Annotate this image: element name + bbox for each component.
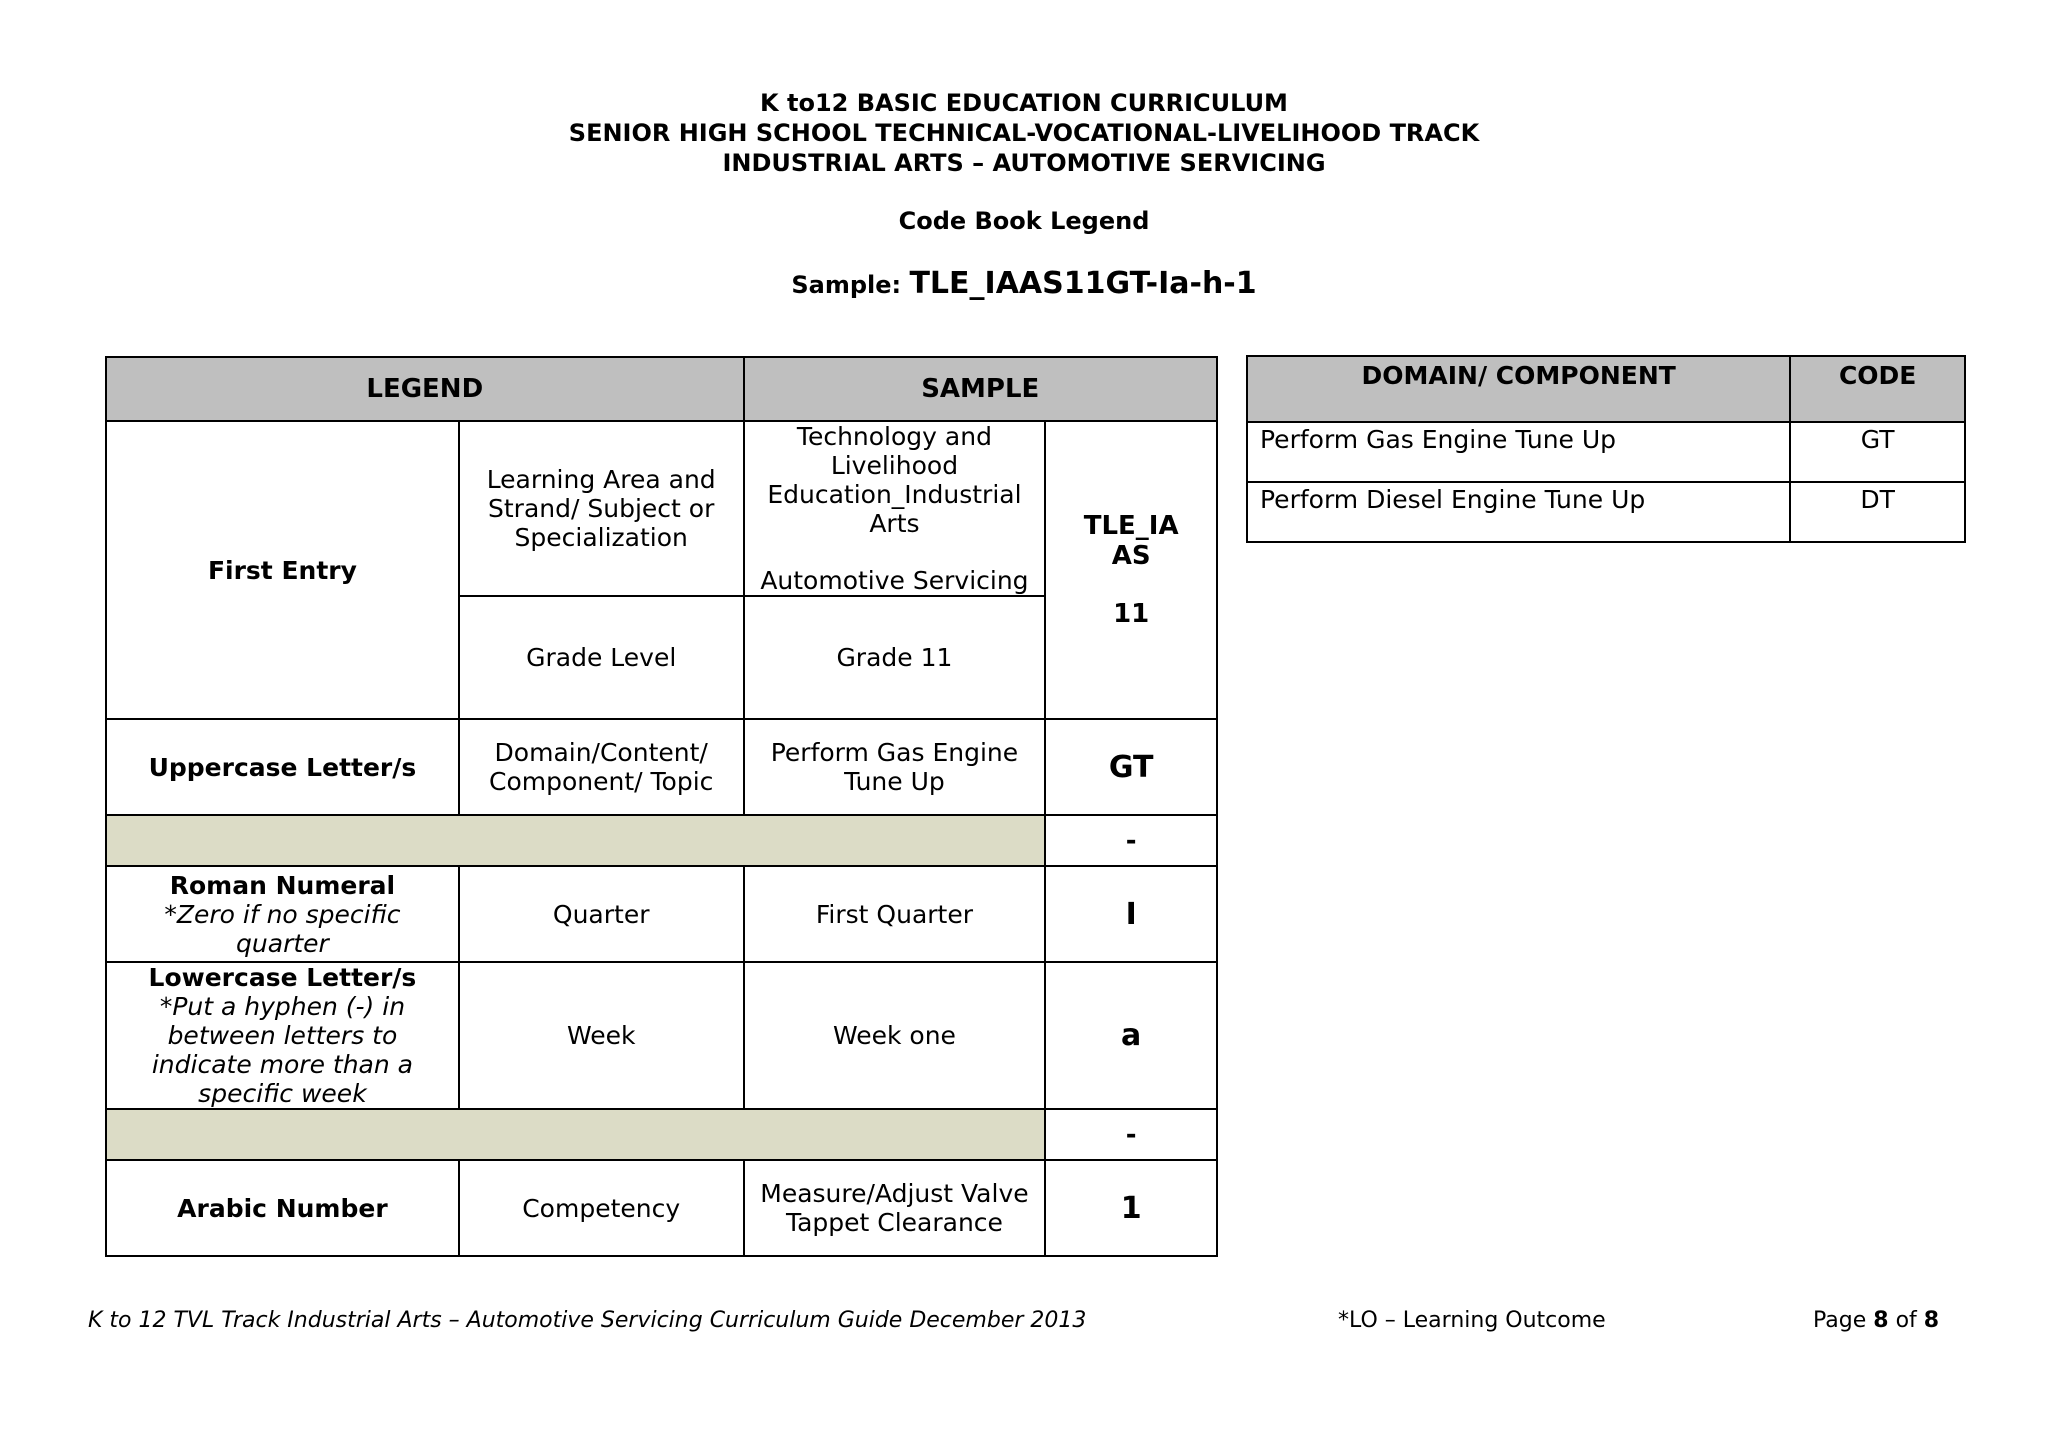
- lowercase-cell: [106, 962, 459, 1109]
- quarter-label: Quarter: [459, 866, 744, 962]
- domain-cell: Perform Diesel Engine Tune Up: [1247, 482, 1790, 542]
- competency-label: Competency: [459, 1160, 744, 1256]
- page-total: 8: [1923, 1308, 1940, 1333]
- grade-level-label: Grade Level: [459, 596, 744, 719]
- lowercase-label: Lowercase Letter/s: [148, 963, 417, 992]
- sample-area: [744, 421, 1046, 596]
- page-of: of: [1888, 1308, 1924, 1333]
- separator-row-2: [106, 1109, 1045, 1160]
- domain-topic-label: Domain/Content/ Component/ Topic: [459, 719, 744, 815]
- legend-header: LEGEND: [106, 357, 744, 421]
- page-num: 8: [1873, 1308, 1889, 1333]
- dash-1: -: [1045, 815, 1217, 866]
- code-i: I: [1045, 866, 1217, 962]
- arabic-label: Arabic Number: [106, 1160, 459, 1256]
- sample-area-line-1: Technology and Livelihood Education_Industrial Arts: [767, 422, 1022, 538]
- week-label: Week: [459, 962, 744, 1109]
- sample-label: Sample:: [791, 271, 910, 299]
- dash-2: -: [1045, 1109, 1217, 1160]
- separator-row-1: [106, 815, 1045, 866]
- code-gt: GT: [1045, 719, 1217, 815]
- gas-engine-sample: Perform Gas Engine Tune Up: [744, 719, 1046, 815]
- sample-header: SAMPLE: [744, 357, 1217, 421]
- footer-lo-note: *LO – Learning Outcome: [1338, 1308, 1606, 1333]
- lowercase-note: *Put a hyphen (-) in between letters to indicate more than a specific week: [151, 992, 413, 1108]
- code-cell: DT: [1790, 482, 1965, 542]
- roman-label: Roman Numeral: [169, 870, 396, 900]
- domain-table: [1246, 355, 1966, 543]
- code-cell: GT: [1790, 422, 1965, 482]
- domain-cell: Perform Gas Engine Tune Up: [1247, 422, 1790, 482]
- roman-numeral-cell: [106, 866, 459, 962]
- week-one: Week one: [744, 962, 1046, 1109]
- code-1: 1: [1045, 1160, 1217, 1256]
- learning-area-label: Learning Area and Strand/ Subject or Specialization: [459, 421, 744, 596]
- code-header: CODE: [1790, 356, 1965, 422]
- roman-note: *Zero if no specific quarter: [164, 899, 401, 958]
- code-first-1: TLE_IA: [1083, 511, 1179, 541]
- table-row: [1247, 422, 1965, 482]
- table-row: [1247, 482, 1965, 542]
- header-line-3: INDUSTRIAL ARTS – AUTOMOTIVE SERVICING: [722, 149, 1326, 177]
- header-line-1: K to12 BASIC EDUCATION CURRICULUM: [760, 89, 1288, 117]
- domain-header: DOMAIN/ COMPONENT: [1247, 356, 1790, 422]
- code-first-2: AS: [1111, 541, 1151, 571]
- legend-table: [105, 356, 1218, 1257]
- code-a: a: [1045, 962, 1217, 1109]
- page-prefix: Page: [1813, 1308, 1874, 1333]
- footer-guide: K to 12 TVL Track Industrial Arts – Automotive Servicing Curriculum Guide December 2013: [88, 1308, 1087, 1333]
- sample-area-line-2: Automotive Servicing: [760, 566, 1029, 595]
- first-entry-label: First Entry: [106, 421, 459, 719]
- first-quarter: First Quarter: [744, 866, 1046, 962]
- sample-code: TLE_IAAS11GT-Ia-h-1: [909, 266, 1257, 301]
- uppercase-label: Uppercase Letter/s: [106, 719, 459, 815]
- code-first-entry: [1045, 421, 1217, 719]
- grade-11: Grade 11: [744, 596, 1046, 719]
- header-line-2: SENIOR HIGH SCHOOL TECHNICAL-VOCATIONAL-LIVELIHOOD TRACK: [568, 119, 1480, 147]
- code-first-3: 11: [1113, 599, 1150, 629]
- page-number: [1813, 1308, 1939, 1333]
- measure-sample: Measure/Adjust Valve Tappet Clearance: [744, 1160, 1046, 1256]
- sample-line: [0, 266, 2048, 301]
- subtitle: Code Book Legend: [898, 207, 1150, 235]
